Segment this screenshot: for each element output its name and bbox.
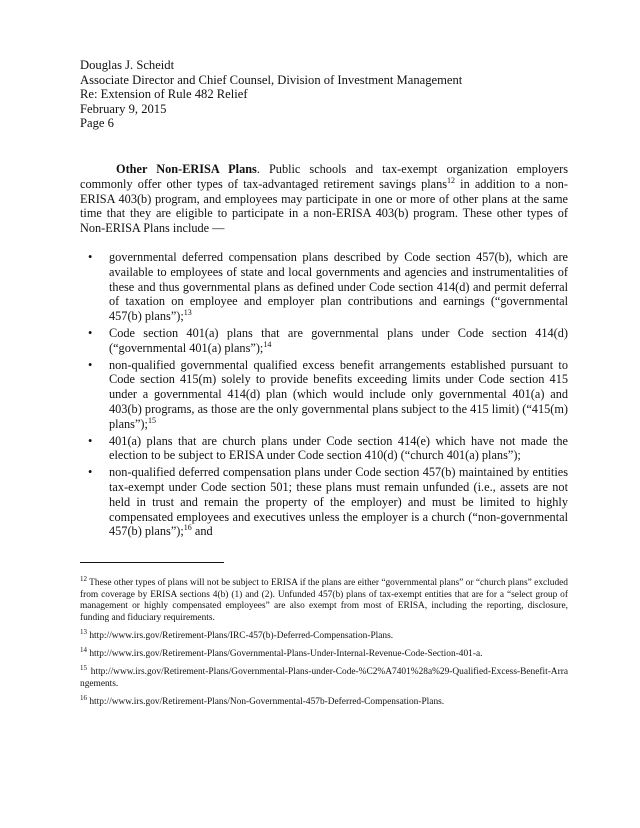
bullet-icon [88, 358, 92, 373]
recipient-name: Douglas J. Scheidt [80, 58, 175, 72]
intro-paragraph [80, 162, 568, 236]
list-item [80, 326, 568, 356]
bullet-icon [88, 250, 92, 265]
footnote-number: 12 [80, 574, 87, 583]
footnote-ref: 16 [183, 523, 192, 533]
list-item-text: non-qualified deferred compensation plans under Code section 457(b) maintained by entities tax-exempt under Code section 501; these plans must remain unfunded (i.e., assets are not held in trust and remain the property of the employer) and must be limited to highly compensated employees and executives unless the employer is a church (“non-governmental 457(b) plans”); [109, 465, 568, 539]
bullet-icon [88, 434, 92, 449]
list-item-text: 401(a) plans that are church plans under Code section 414(e) which have not made the election to be subject to ERISA under Code section 410(d) (“church 401(a) plans”); [109, 433, 568, 463]
list-item-text: non-qualified governmental qualified excess benefit arrangements established pursuant to Code section 415(m) solely to provide benefits exceeding limits under Code section 415 under a governmental 414(d) plan (which would include only governmental 401(a) and 403(b) programs, as those are the only governmental plans subject to the 415 limit) (“415(m) plans”); [109, 357, 568, 431]
section-heading: Other Non-ERISA Plans [116, 162, 257, 176]
footnote-ref: 12 [447, 175, 456, 185]
footnote-link: http://www.irs.gov/Retirement-Plans/IRC-457(b)-Deferred-Compensation-Plans. [87, 630, 394, 641]
footnote-number: 15 [80, 663, 87, 672]
footnote-text: These other types of plans will not be subject to ERISA if the plans are either “governmental plans” or “church plans” excluded from coverage by ERISA sections 4(b) (1) and (2). Unfunded 457(b) plans of tax-exempt entities that are for a “select group of management or highly compensated employees” are also exempt from most of ERISA, including the reporting, disclosure, funding and fiduciary requirements. [80, 578, 568, 623]
footnote-link: http://www.irs.gov/Retirement-Plans/Non-Governmental-457b-Deferred-Compensation-Plans. [87, 696, 445, 707]
footnote-link: http://www.irs.gov/Retirement-Plans/Governmental-Plans-under-Code-%C2%A7401%28a%29-Qualified-Excess-Benefit-Arrangements. [80, 667, 568, 689]
footnote-ref: 15 [147, 415, 156, 425]
intro-text-a: . Public schools and tax-exempt organization employers commonly offer other types of tax-advantaged retirement savings plans [80, 162, 568, 191]
footnote [80, 627, 568, 643]
footnotes [80, 574, 568, 715]
footnote-divider [80, 562, 224, 563]
list-item-text: Code section 401(a) plans that are governmental plans under Code section 414(d) (“governmental 401(a) plans”); [109, 325, 568, 355]
footnote [80, 663, 568, 690]
list-item [80, 358, 568, 432]
footnote-ref: 13 [183, 308, 192, 318]
intro-text-b: in addition to a non-ERISA 403(b) program, and employees may participate in one or more of other plans at the same time that they are eligible to participate in a non-ERISA 403(b) program. These other types of Non-ERISA Plans include — [80, 176, 568, 236]
list-item [80, 465, 568, 539]
page-number: Page 6 [80, 116, 114, 131]
letter-date: February 9, 2015 [80, 101, 167, 116]
footnote-number: 14 [80, 645, 87, 654]
bullet-icon [88, 326, 92, 341]
footnote [80, 574, 568, 624]
footnote-number: 16 [80, 693, 87, 702]
footnote [80, 645, 568, 661]
list-item [80, 250, 568, 324]
plan-types-list [80, 250, 568, 539]
letter-page [80, 0, 568, 828]
footnote-ref: 14 [263, 339, 272, 349]
subject-line: Re: Extension of Rule 482 Relief [80, 87, 248, 102]
bullet-icon [88, 465, 92, 480]
footnote-number: 13 [80, 627, 87, 636]
letter-header [80, 58, 580, 131]
footnote-link: http://www.irs.gov/Retirement-Plans/Governmental-Plans-Under-Internal-Revenue-Code-Section-401-a. [87, 648, 483, 659]
list-item-tail: and [191, 524, 213, 539]
recipient-title: Associate Director and Chief Counsel, Division of Investment Management [80, 72, 463, 87]
list-item [80, 434, 568, 464]
footnote [80, 693, 568, 709]
list-item-text: governmental deferred compensation plans described by Code section 457(b), which are available to employees of state and local governments and agencies and instrumentalities of these and thus governmental plans as defined under Code section 414(d) and permit deferral of taxation on employee and employer plan contributions and earnings (“governmental 457(b) plans”); [109, 250, 568, 324]
